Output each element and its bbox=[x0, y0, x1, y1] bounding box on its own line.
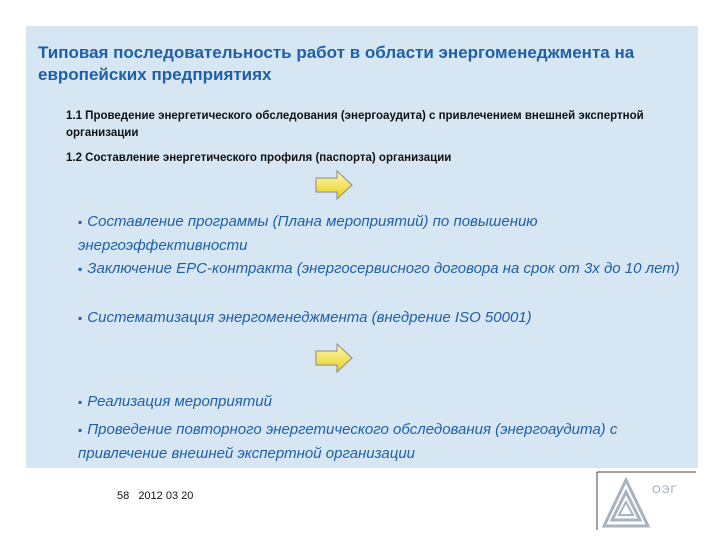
bullet-repeat-audit: ▪ Проведение повторного энергетического обследования (энергоаудита) с привлечение внешней экспертной организации bbox=[78, 421, 618, 462]
bullet-implementation: ▪ Реализация мероприятий bbox=[78, 393, 272, 410]
logo-text: ОЭГ bbox=[652, 484, 678, 496]
company-logo bbox=[596, 470, 696, 532]
arrow-right-icon bbox=[313, 341, 355, 375]
arrow-right-icon bbox=[313, 168, 355, 202]
footer-date: 2012 03 20 bbox=[138, 490, 194, 502]
logo-triangle-icon bbox=[596, 470, 696, 532]
footer bbox=[117, 490, 199, 502]
bullet-program: ▪ Составление программы (Плана мероприятий) по повышению энергоэффективности bbox=[78, 213, 538, 254]
step-1-2: 1.2 Составление энергетического профиля (паспорта) организации bbox=[66, 152, 452, 164]
slide-title: Типовая последовательность работ в области энергоменеджмента на европейских предприятиях bbox=[38, 43, 635, 84]
step-1-1: 1.1 Проведение энергетического обследования (энергоаудита) с привлечением внешней экспертной организации bbox=[66, 110, 644, 139]
page-number: 58 bbox=[117, 490, 130, 502]
bullet-iso: ▪ Систематизация энергоменеджмента (внедрение ISO 50001) bbox=[78, 309, 532, 326]
bullet-epc: ▪ Заключение EPC-контракта (энергосервисного договора на срок от 3х до 10 лет) bbox=[78, 260, 680, 277]
